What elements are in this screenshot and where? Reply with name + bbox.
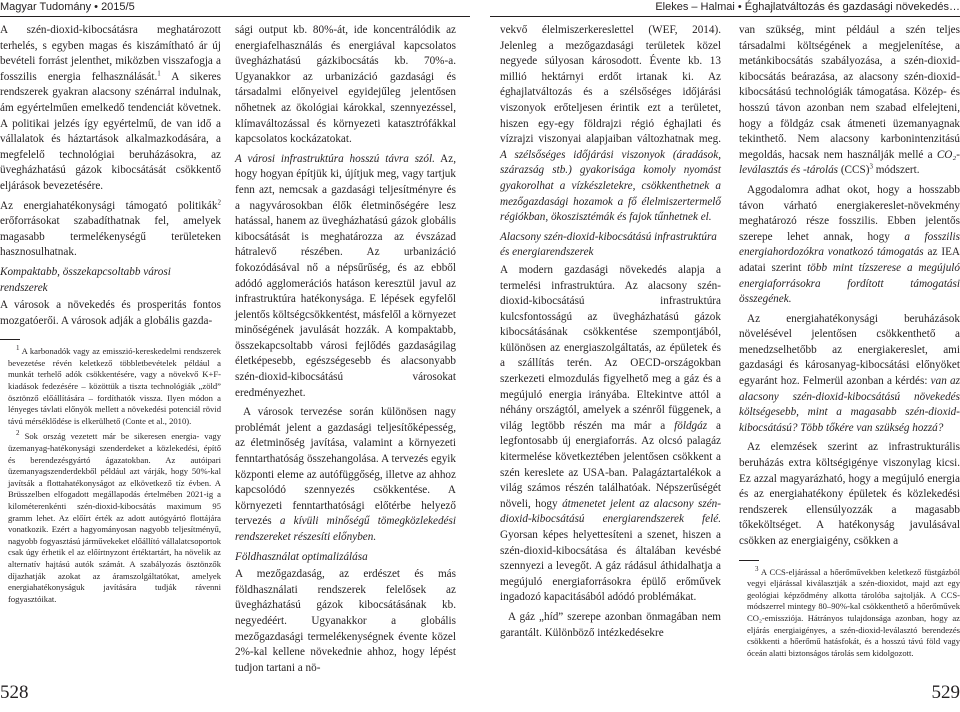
journal-header — [0, 0, 480, 14]
page-number-left: 528 — [0, 682, 29, 703]
section-heading: Kompaktabb, összekapcsoltabb városi rendszerek — [0, 265, 171, 294]
footnote-separator — [739, 560, 759, 561]
paragraph: A gáz „híd” szerepe azonban önmagában nem garantált. Különböző intézkedésekre — [500, 610, 721, 639]
column-4 — [739, 23, 960, 663]
paragraph: van szükség, mint például a szén teljes társadalmi költségének a megjelenítése, a metánkibocsátás szabályozása, a szén-dioxid-kibocsátás beárazása, az alacsony szén-dioxid-kibocsátású technológiák támogatása. Közép- és hosszú távon azonban nem szabad elfelejteni, hogy a földgáz csak átmeneti üzemanyagnak tekinthető. Nem alacsony karbonintenzitású megoldás, hacsak nem használják mellé a CO₂-leválasztás és -tárolás (CCS)$^3$ módszert. — [739, 24, 960, 177]
running-title: Elekes – Halmai • Éghajlatváltozás és gazdasági növekedés… — [655, 1, 960, 13]
page-number-right: 529 — [931, 682, 960, 703]
paragraph: A szén-dioxid-kibocsátásra meghatározott terhelés, s egyben magas és kiszámítható ár új bevételi forrást jelenthet, miközben visszafogja a fosszilis energia felhasználását.$^1$ A sikeres rendszerek gyakran alacsony szénárral indulnak, ám egyértelműen emelkedő tendenciát követnek. A politikai jelzés így egyértelmű, de van idő a vállalatok és háztartások alkalmazkodására, a megfelelő technológiai beruházásokra, az üvegházhatású gázok kibocsátását csökkentő eljárások bevezetésére. — [0, 24, 221, 192]
paragraph: Az energiahatékonysági beruházások növelésével jelentősen csökkenthető a menedzselhetőbb az energiakereslet, ami gazdasági és károsanyag-kibocsátási előnyöket egyaránt hoz. Felmerül azonban a kérdés: van az alacsony szén-dioxid-kibocsátású növekedés költségesebb, mint a magasabb szén-dioxid-kibocsátású? Több tőkére van szükség hozzá? — [739, 312, 960, 434]
paragraph: A városi infrastruktúra hosszú távra szól. Az, hogy hogyan építjük ki, újítjuk meg, vagy tartjuk fenn azt, nemcsak a gazdasági teljesítményre és a nagyvárosokban élők életminőségére lesz hatással, hanem az üvegházhatású gázok globális kibocsátását is meghatározza az évszázad hátralevő részében. Az urbanizáció fokozódásával nő a népsűrűség, és az ebből adódó agglomerációs hatáson keresztül javul az infrastruktúra hatékonysága. E lépések egyfelől jelentős költségcsökkentést, másfelől a környezet minőségének javulását hozzák. A kompaktabb, összekapcsoltabb városi fejlődés gazdaságilag életképesebb, egészségesebb és alacsonyabb szén-dioxid-kibocsátású városokat eredményezhet. — [235, 152, 456, 399]
paragraph: sági output kb. 80%-át, ide koncentrálódik az energiafelhasználás és energiával kapcsolatos üvegházhatású gázkibocsátás kb. 70%-a. Ugyanakkor az urbanizáció gazdasági és társadalmi előnyeivel egyidejűleg jelentősen nőhetnek az ökológiai károkkal, szennyezéssel, klímaváltozással és környezeti katasztrófákkal kapcsolatos kockázatokat. — [235, 24, 456, 146]
paragraph: A mezőgazdaság, az erdészet és más földhasználati rendszerek felelősek az üvegházhatású gázok kibocsátásának kb. negyedéért. Ugyanakkor a globális mezőgazdasági termelékenységnek évente közel 2%-kal kellene növekednie ahhoz, hogy lépést tudjon tartani a nö- — [235, 568, 456, 674]
paragraph: A városok a növekedés és prosperitás fontos mozgatóerői. A városok adják a globális gazda- — [0, 299, 221, 327]
column-3 — [500, 23, 721, 645]
header-rule-right — [490, 16, 960, 17]
paragraph: A modern gazdasági növekedés alapja a termelési infrastruktúra. Az alacsony szén-dioxid-kibocsátású infrastruktúra kulcsfontosságú az üvegházhatású gázok kibocsátásának csökkentése szempontjából, különösen az energiaszolgáltatás, az épületek és a szállítás terén. Az OECD-országokban szerkezeti elmozdulás figyelhető meg a gáz és a megújuló energia irányába. Eltekintve attól a néhány országtól, amelyek a szénről függenek, a világ legtöbb részén ma már a földgáz a legfontosabb új energiaforrás. Az olcsó palagáz kitermelése következtében jelentősen csökkent a szén kereslete az USA-ban. Palagáztartalékok a világ számos részén találhatóak. Népszerűségét növeli, hogy átmenetet jelent az alacsony szén-dioxid-kibocsátású energiarendszerek felé. Gyorsan képes helyettesíteni a szenet, hiszen a szén-dioxid-kibocsátása és általában kevésbé szennyezi a levegőt. A gáz rádásul áthidalhatja a megújuló energiaforrásokra épülő erőművek ingadozó kapacitásából adódó problémákat. — [500, 263, 721, 604]
emphasis: A városi infrastruktúra hosszú távra szól. — [235, 152, 435, 165]
header-rule-left — [0, 16, 470, 17]
paragraph: Az energiahatékonysági támogató politikák$^2$ erőforrásokat szabadíthatnak fel, amelyek magasabb termelékenységű területeken hasznosulhatnak. — [0, 197, 221, 259]
paragraph: Aggodalomra adhat okot, hogy a hosszabb távon várható energiakereslet-növekmény meghatározó része fosszilis. Ebben jelentős szerepe lehet annak, hogy a fosszilis energiahordozókra vonatkozó támogatás az IEA adatai szerint több mint tízszerese a megújuló energiaforrásokra fordított támogatási összegének. — [739, 183, 960, 306]
footnote: $^1$ A karbonadók vagy az emisszió-kereskedelmi rendszerek bevezetése révén keletkező többletbevételek például a munkát terhelő adók csökkentésére, vagy a növekvő K+F-kiadások fedezésére – közöttük a tiszta technológiák „zöld” ösztönző előállítására – fordíthatók vissza. Ilyen módon a lényeges távlati előnyök mellett a növekedési potenciál rövid távú mérséklődése is elkerülhető (Conte et al., 2010). — [8, 344, 221, 426]
paragraph: vekvő élelmiszerkereslettel (WEF, 2014). Jelenleg a mezőgazdasági területek közel negyede súlyosan károsodott. Évente kb. 13 millió hektárnyi erdőt irtanak ki. Az éghajlatváltozás és a szélsőséges időjárási viszonyok erőteljesen érintik ezt a területet, hiszen egy-egy földrajzi régió éghajlati és vízrajzi viszonyai alapjaiban változhatnak meg. A szélsőséges időjárási viszonyok (áradások, szárazság stb.) gyakorisága komoly nyomást gyakorolhat a vízkészletekre, csökkenthetnek a mezőgazdasági hozamok a fő élelmiszertermelő régiókban, ökoszisztémák és fajok tűnhetnek el. — [500, 24, 721, 224]
journal-title: Magyar Tudomány • 2015/5 — [0, 1, 135, 13]
paragraph: Az elemzések szerint az infrastrukturális beruházás extra költségigénye viszonylag kicsi. Ez azzal magyarázható, hogy a megújuló energia és az energiahatékony épületek és közlekedési rendszerek ellensúlyozzák a magasabb tőkeköltséget. A hatékonyság javulásával csökken az energiaigény, csökken a — [739, 441, 960, 547]
column-2 — [235, 23, 456, 680]
section-heading: Alacsony szén-dioxid-kibocsátású infrastruktúra és energiarendszerek — [500, 230, 717, 259]
footnote: $^3$ A CCS-eljárással a hőerőművekben keletkező füstgázból vegyi eljárással kiválasztják a szén-dioxidot, majd azt egy geológiai képződmény alkotta tárolóba sajtolják. A CCS-módszerrel mintegy 80–90%-kal csökkenthető a hőerőművek CO₂-emissziója. Hátrányos tulajdonsága azonban, hogy az eljárás energiaigényes, a szén-dioxid-leválasztó berendezés csökkenti a hőerőmű hatásfokát, és a hosszú távú föld vagy óceán alatti biztonságos tárolás sem kidolgozott. — [747, 564, 960, 658]
running-title-header — [480, 0, 960, 14]
section-heading: Földhasználat optimalizálása — [235, 550, 368, 563]
paragraph: A városok tervezése során különösen nagy problémát jelent a gazdasági teljesítőképesség, az életminőség javítása, valamint a környezeti fenntarthatóság összehangolása. A tervezés egyik központi eleme az autófüggőség, illetve az ahhoz kapcsolódó szennyezés csökkentése. A környezeti fenntarthatósági előtérbe helyező tervezés a kívüli minőségű tömegközlekedési rendszereket részesíti előnyben. — [235, 406, 456, 543]
footnote-separator — [0, 339, 20, 340]
column-1 — [0, 23, 221, 609]
footnote: $^2$ Sok ország vezetett már be sikeresen energia- vagy üzemanyag-hatékonysági szenderdeket a közlekedési, építő és berendezésgyártó ágazatokban. Az autóipari üzemanyagszenderdekből például azt várják, hogy 50%-kal javítsák a flottahatékonyságot az elkövetkező tíz évben. A Brüsszelben elfogadott megállapodás értelmében 2021-ig a kilométerenkénti szén-dioxid-kibocsátás maximum 95 gramm lehet. Az előírt érték az adott autógyártó flottájára vonatkozik. Ezért a hagyományosan nagyobb teljesítményű, nagyobb fogyasztású járművekeket előállító vállalatcsoportok csak úgy érhetik el az előírtnyzont értéktartárt, ha növelik az alternatív hajtású autók számát. A szabályozás ösztönzők díjazhatják azokat az áramszolgáltatókat, amelyek energiahatékonyságuk javítására tudják rávenni fogyasztóikat. — [8, 429, 221, 604]
